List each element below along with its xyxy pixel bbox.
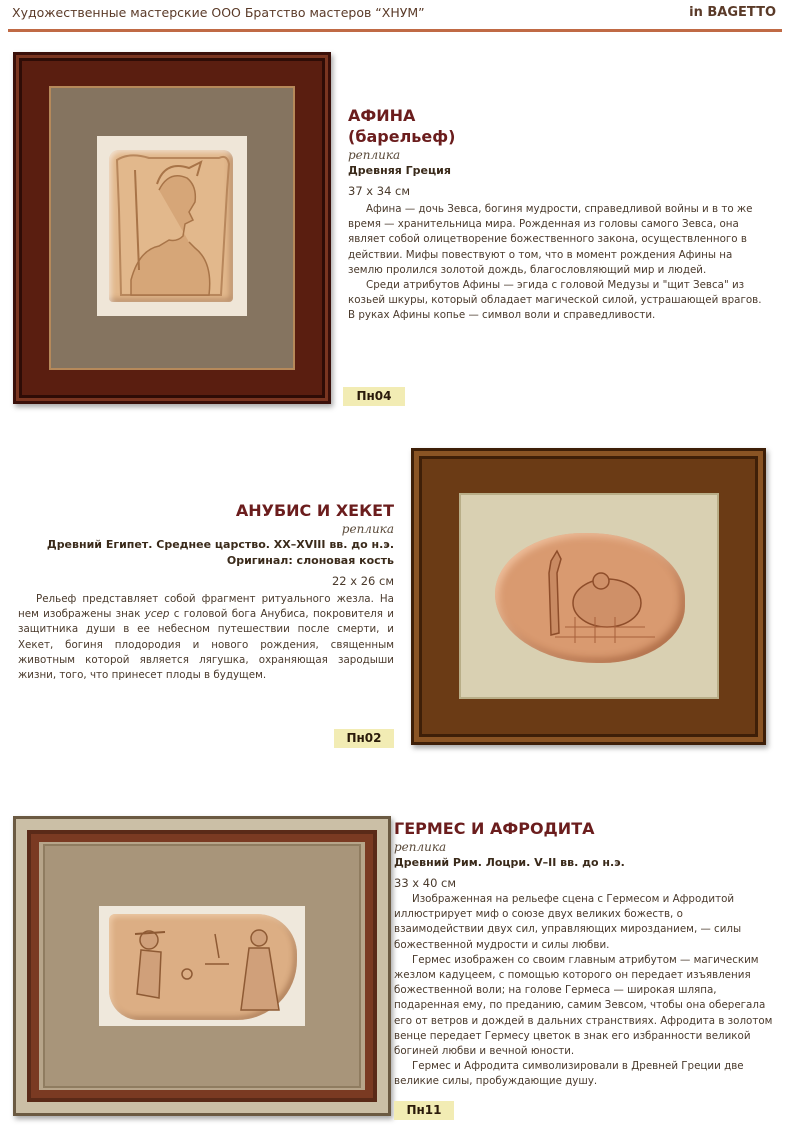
- anubis-title: АНУБИС И ХЕКЕТ: [235, 501, 394, 520]
- athena-paragraph-2: Среди атрибутов Афины — эгида с головой Медузы и "щит Зевса" из козьей шкуры, который обладает магической силой, устрашающей врагов. В руках Афины копье — символ воли и справедливости.: [348, 279, 762, 322]
- hermes-origin: Древний Рим. Лоцри. V–II вв. до н.э.: [394, 856, 625, 869]
- anubis-paragraph-italic: усер: [144, 608, 170, 621]
- athena-code-badge: Пн04: [343, 387, 405, 406]
- header-divider: [8, 29, 782, 32]
- hermes-paragraph-1: Изображенная на рельефе сцена с Гермесом и Афродитой иллюстрирует миф о союзе двух великих божеств, о взаимодействии двух сил, управляющих мирозданием, — силы божественной мудрости и силы любви.: [394, 893, 742, 951]
- athena-size: 37 х 34 см: [348, 184, 411, 198]
- anubis-framed-relief-image: [411, 448, 766, 745]
- athena-framed-relief-image: [13, 52, 331, 404]
- hermes-aphrodite-relief: [109, 914, 297, 1020]
- anubis-heket-relief: [495, 533, 685, 663]
- hermes-description: [394, 818, 776, 1090]
- anubis-origin: Древний Египет. Среднее царство. XX–XVIII вв. до н.э.: [46, 538, 394, 551]
- athena-profile-icon: [109, 150, 233, 302]
- anubis-replica-label: реплика: [341, 522, 394, 536]
- hermes-paragraph-2: Гермес изображен со своим главным атрибутом — магическим жезлом кадуцеем, с помощью которого он передает изъявления божественной воли; на голове Гермеса — широкая шляпа, подаренная ему, по преданию, самим Зевсом, чтобы она оберегала его от ветров и дождей в дальних странствиях. Афродита в золотом венце передает Гермесу цветок в знак его избранности великой богиней любви и вечной юности.: [394, 953, 773, 1058]
- hermes-size: 33 х 40 см: [394, 876, 457, 890]
- passepartout: [459, 493, 719, 699]
- athena-origin: Древняя Греция: [348, 164, 451, 177]
- hermes-aphrodite-figures-icon: [109, 914, 297, 1020]
- frog-and-anubis-icon: [495, 533, 685, 663]
- inner-mat: [99, 906, 305, 1026]
- anubis-paragraph-part2: с головой бога Анубиса, покровителя и защитника души в ее небесном путешествии после смерти, и Хекет, богиня плодородия и нового рождения, священным животным которой является лягушка, охраняющая зародыши жизни, того, что принесет плоды в будущем.: [18, 608, 394, 682]
- athena-paragraph-1: Афина — дочь Зевса, богиня мудрости, справедливой войны и в то же время — хранительница мира. Рожденная из головы самого Зевса, она являет собой олицетворение божественного закона, осуществленного в действии. Мифы повествуют о том, что в момент рождения Афины на землю пролился золотой дождь, благословляющий мир и людей.: [348, 203, 753, 276]
- anubis-size: 22 х 26 см: [331, 574, 394, 588]
- inner-mat: [97, 136, 247, 316]
- hermes-paragraph-3: Гермес и Афродита символизировали в Древней Греции две великие силы, пробуждающие душу.: [394, 1060, 744, 1088]
- passepartout: [49, 86, 295, 370]
- anubis-paragraph: [18, 592, 394, 683]
- hermes-framed-relief-image: [13, 816, 391, 1116]
- hermes-title: ГЕРМЕС И АФРОДИТА: [394, 819, 595, 838]
- athena-subtitle: (барельеф): [348, 127, 456, 146]
- brand-label: in BAGETTO: [689, 5, 776, 20]
- athena-replica-label: реплика: [348, 148, 401, 162]
- hermes-replica-label: реплика: [394, 840, 447, 854]
- workshop-name: Художественные мастерские ООО Братство мастеров “ХНУМ”: [12, 5, 425, 20]
- anubis-original-material: Оригинал: слоновая кость: [226, 554, 394, 567]
- anubis-paragraph-part1: Рельеф представляет собой фрагмент ритуального жезла. На нем изображены знак: [18, 593, 394, 621]
- passepartout: [43, 844, 361, 1088]
- athena-relief: [109, 150, 233, 302]
- athena-description: [348, 105, 768, 324]
- anubis-code-badge: Пн02: [334, 729, 394, 748]
- athena-title: АФИНА: [348, 106, 416, 125]
- hermes-code-badge: Пн11: [394, 1101, 454, 1120]
- page-header: [0, 0, 790, 30]
- anubis-description: [18, 500, 394, 683]
